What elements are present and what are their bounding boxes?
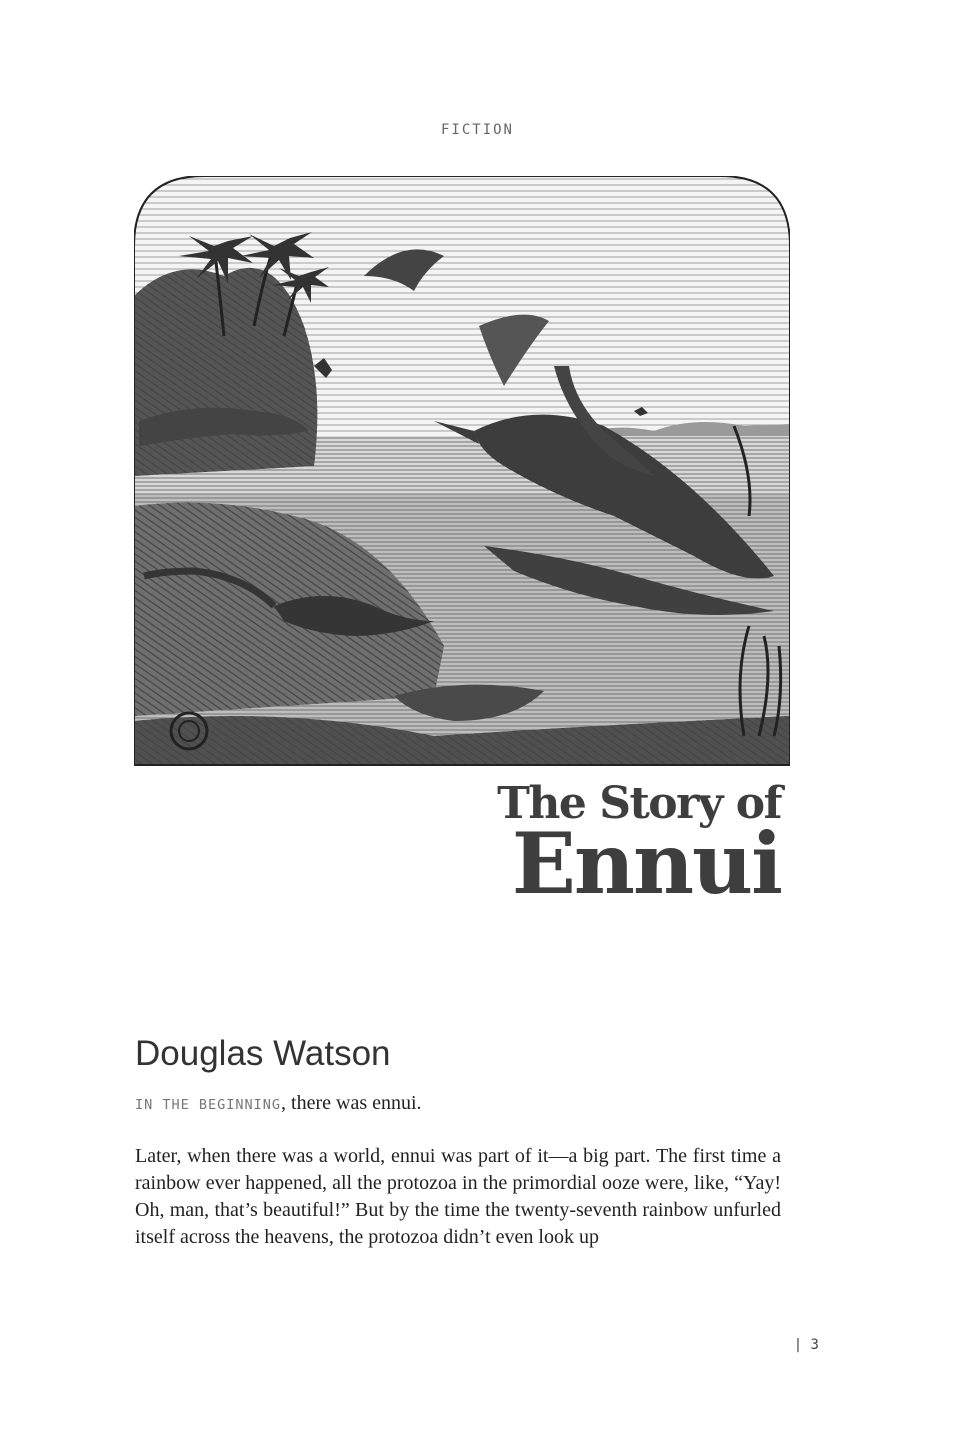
lead-smallcaps: IN THE BEGINNING — [135, 1097, 282, 1113]
story-title — [497, 778, 781, 913]
page-number: | 3 — [793, 1337, 819, 1353]
title-line-1: The Story of — [497, 778, 781, 829]
prehistoric-sea-engraving — [134, 176, 790, 766]
second-paragraph: Later, when there was a world, ennui was part of it—a big part. The first time a rainbow ever happened, all the protozoa in the primordial ooze were, like, “Yay! Oh, man, that’s beautiful!” But by the time the twenty-seventh rainbow unfurled itself across the heavens, the protozoa didn’t even look up — [135, 1145, 781, 1248]
section-label: FICTION — [440, 122, 514, 138]
story-body — [135, 1090, 781, 1251]
opening-paragraph — [135, 1090, 781, 1119]
title-line-2: Ennui — [511, 814, 781, 913]
lead-rest: , there was ennui. — [281, 1092, 422, 1114]
author-name: Douglas Watson — [135, 1034, 391, 1073]
